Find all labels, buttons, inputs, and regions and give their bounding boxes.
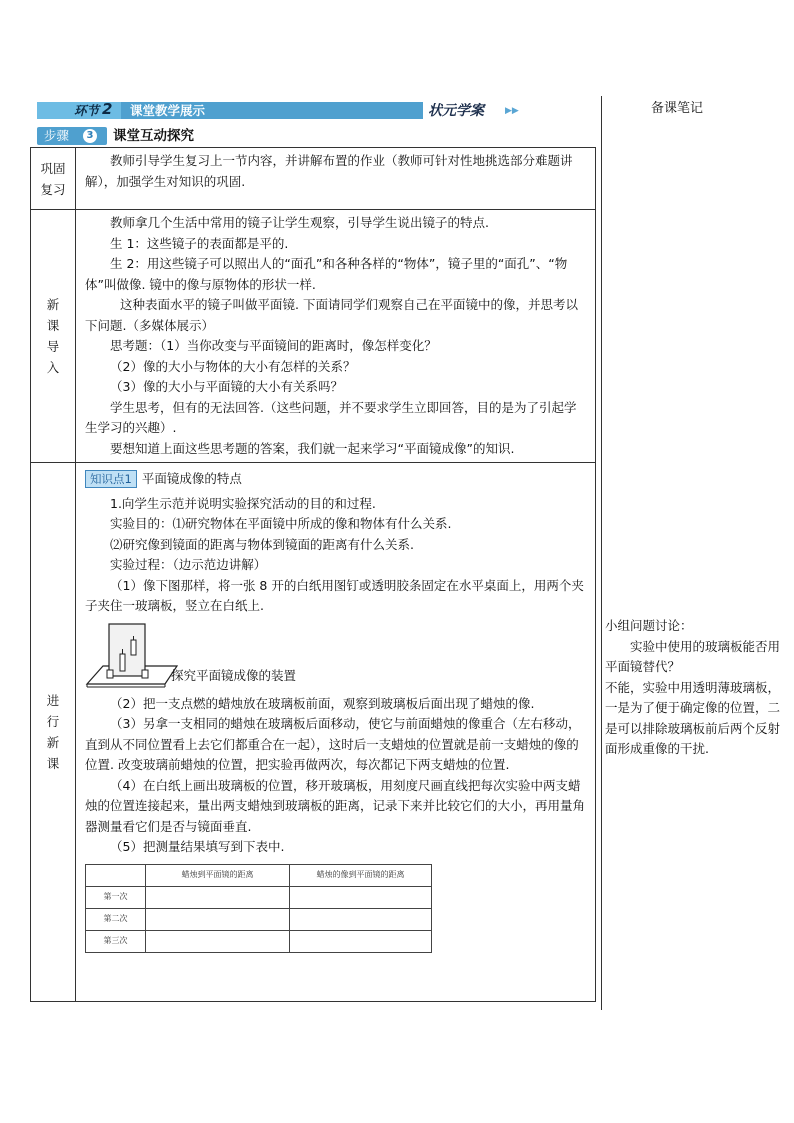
- intro-p5: 思考题：（1）当你改变与平面镜间的距离时，像怎样变化？: [110, 338, 437, 353]
- step-number: 3: [83, 129, 97, 143]
- intro-p4: 这种表面水平的镜子叫做平面镜. 下面请同学们观察自己在平面镜中的像，并思考以下问题.（多媒体展示）: [85, 297, 578, 333]
- step-label: 步骤: [44, 128, 70, 143]
- apparatus-figure: [85, 620, 587, 690]
- new-p6: （2）把一支点燃的蜡烛放在玻璃板前面，观察到玻璃板后面出现了蜡烛的像.: [110, 695, 535, 711]
- intro-p9: 要想知道上面这些思考题的答案，我们就一起来学习“平面镜成像”的知识.: [110, 440, 515, 456]
- brand-logo: 状元学案: [428, 103, 484, 119]
- discussion-question: 实验中使用的玻璃板能否用平面镜替代？: [605, 638, 781, 674]
- segment-label: 环节: [74, 103, 100, 118]
- cell-intro: [76, 210, 596, 463]
- measurement-cell: [290, 886, 432, 908]
- new-p5: （1）像下图那样，将一张 8 开的白纸用图钉或透明胶条固定在水平桌面上，用两个夹子夹住一玻璃板，竖立在白纸上.: [85, 577, 584, 613]
- label-intro-text: 新课导入: [46, 297, 60, 375]
- label-review-text: 巩固复习: [40, 160, 66, 197]
- measurement-row: [86, 886, 432, 908]
- measurement-cell: [146, 886, 290, 908]
- knowledge-point-heading: [85, 469, 587, 490]
- measurement-cell: [146, 930, 290, 952]
- intro-p7: （3）像的大小与平面镜的大小有关系吗？: [110, 379, 343, 394]
- segment-number: 2: [102, 100, 113, 118]
- row-label-review: [31, 148, 76, 210]
- new-p7: （3）另拿一支相同的蜡烛在玻璃板后面移动，使它与前面蜡烛的像重合（左右移动，直到从不同位置看上去它们都重合在一起），这时后一支蜡烛的位置就是前一支蜡烛的像的位置. 改变玻璃前蜡烛的位置，把实验再做两次，每次都记下两支蜡烛的位置.: [85, 716, 581, 772]
- measurement-cell: [146, 908, 290, 930]
- measurement-header-cell: 蜡烛到平面镜的距离: [146, 864, 290, 886]
- notes-divider: [601, 96, 602, 1010]
- row-new: [31, 463, 596, 1002]
- measurement-header-cell: 蜡烛的像到平面镜的距离: [290, 864, 432, 886]
- measurement-row-label: 第一次: [86, 886, 146, 908]
- new-p9: （5）把测量结果填写到下表中.: [110, 839, 285, 854]
- row-label-new: [31, 463, 76, 1002]
- cell-new: [76, 463, 596, 1002]
- new-p8: （4）在白纸上画出玻璃板的位置，移开玻璃板，用刻度尺画直线把每次实验中两支蜡烛的位置连接起来，量出两支蜡烛到玻璃板的距离，记录下来并比较它们的大小，再用量角器测量看它们是否与镜面垂直.: [85, 777, 586, 834]
- figure-caption: 探究平面镜成像的装置: [171, 668, 297, 683]
- lesson-table: [30, 147, 596, 1002]
- measurement-table: [85, 864, 432, 953]
- knowledge-point-badge: 知识点1: [85, 470, 137, 488]
- new-p3: ⑵研究像到镜面的距离与物体到镜面的距离有什么关系.: [110, 536, 414, 552]
- measurement-row: [86, 930, 432, 952]
- segment-title: 课堂教学展示: [130, 103, 206, 118]
- measurement-header-cell: [86, 864, 146, 886]
- row-review: [31, 148, 596, 210]
- measurement-header-row: [86, 864, 432, 886]
- discussion-answer: 不能，实验中用透明薄玻璃板，一是为了便于确定像的位置，二是可以排除玻璃板前后两个反射面形成重像的干扰.: [605, 679, 781, 756]
- intro-p8: 学生思考，但有的无法回答.（这些问题，并不要求学生立即回答，目的是为了引起学生学习的兴趣）.: [85, 399, 577, 435]
- intro-p2: 生 1：这些镜子的表面都是平的.: [110, 235, 289, 251]
- knowledge-point-title: 平面镜成像的特点: [141, 471, 242, 486]
- cell-review: [76, 148, 596, 210]
- brand-arrows-icon: ▶▶: [505, 106, 519, 116]
- measurement-row-label: 第三次: [86, 930, 146, 952]
- intro-p3: 生 2：用这些镜子可以照出人的“面孔”和各种各样的“物体”，镜子里的“面孔”、“物体”叫做像. 镜中的像与原物体的形状一样.: [85, 256, 568, 292]
- new-p4: 实验过程：（边示范边讲解）: [110, 557, 267, 572]
- row-label-intro: [31, 210, 76, 463]
- section-header-band: [37, 102, 594, 119]
- measurement-row-label: 第二次: [86, 908, 146, 930]
- mirror-apparatus-illustration: [85, 620, 185, 690]
- discussion-title: 小组问题讨论：: [605, 618, 693, 633]
- brand-box: [423, 102, 594, 119]
- measurement-row: [86, 908, 432, 930]
- intro-p1: 教师拿几个生活中常用的镜子让学生观察，引导学生说出镜子的特点.: [110, 215, 489, 230]
- row-intro: [31, 210, 596, 463]
- intro-p6: （2）像的大小与物体的大小有怎样的关系？: [110, 358, 356, 374]
- step-title: 课堂互动探究: [113, 128, 194, 144]
- notes-title: 备课笔记: [651, 101, 704, 116]
- measurement-cell: [290, 930, 432, 952]
- side-notes: [605, 616, 787, 760]
- review-paragraph: 教师引导学生复习上一节内容，并讲解布置的作业（教师可针对性地挑选部分难题讲解），加强学生对知识的巩固.: [85, 153, 573, 189]
- label-new-text: 进行新课: [46, 693, 60, 771]
- new-p1: 1.向学生示范并说明实验探究活动的目的和过程.: [110, 495, 376, 511]
- new-p2: 实验目的：⑴研究物体在平面镜中所成的像和物体有什么关系.: [110, 516, 452, 531]
- measurement-cell: [290, 908, 432, 930]
- step-badge: [37, 127, 107, 145]
